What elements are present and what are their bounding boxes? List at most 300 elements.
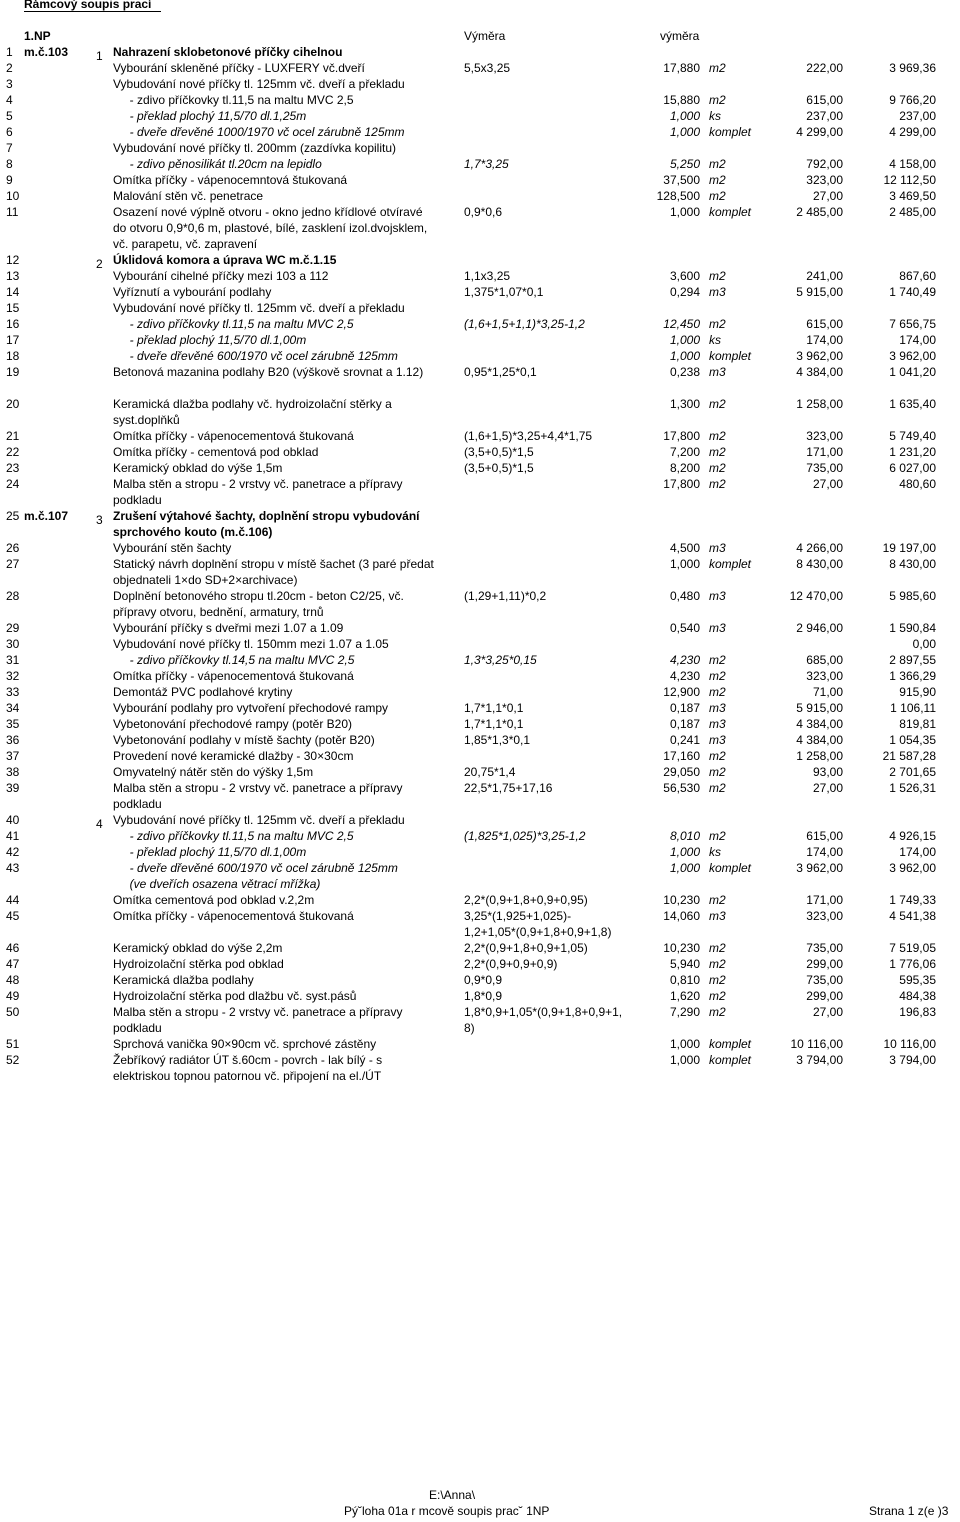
row-number: 15	[6, 301, 20, 315]
item-description: (ve dveřích osazena větrací mřížka)	[113, 877, 321, 891]
unit: m3	[709, 621, 726, 635]
item-description: - dveře dřevěné 600/1970 vč ocel zárubně 125mm	[113, 861, 398, 875]
item-description: - zdivo příčkovky tl.11,5 na maltu MVC 2,5	[113, 93, 354, 107]
quantity: 0,480	[669, 589, 700, 603]
unit: komplet	[709, 1037, 752, 1051]
item-description: Omítka příčky - vápenocementová štukovaná	[113, 669, 354, 683]
item-description: - zdivo příčkovky tl.11,5 na maltu MVC 2,5	[113, 317, 354, 331]
unit-price: 323,00	[806, 173, 843, 187]
unit: m2	[709, 157, 726, 171]
quantity: 0,187	[669, 717, 700, 731]
measurement-formula: 0,9*0,9	[464, 973, 503, 987]
unit-price: 5 915,00	[796, 285, 843, 299]
unit: m2	[709, 941, 726, 955]
unit-price: 735,00	[806, 461, 843, 475]
unit: m2	[709, 893, 726, 907]
unit: m2	[709, 189, 726, 203]
row-number: 29	[6, 621, 20, 635]
row-number: 51	[6, 1037, 20, 1051]
unit-price: 27,00	[812, 477, 843, 491]
quantity: 1,000	[669, 349, 700, 363]
quantity: 1,000	[669, 125, 700, 139]
unit-price: 323,00	[806, 669, 843, 683]
unit: m2	[709, 973, 726, 987]
measurement-formula: 2,2*(0,9+1,8+0,9+1,05)	[464, 941, 588, 955]
quantity: 0,241	[669, 733, 700, 747]
item-description: Keramický obklad do výše 2,2m	[113, 941, 283, 955]
row-number: 36	[6, 733, 20, 747]
unit-price: 615,00	[806, 317, 843, 331]
total-price: 0,00	[912, 637, 936, 651]
row-number: 30	[6, 637, 20, 651]
unit-price: 3 962,00	[796, 861, 843, 875]
total-price: 10 116,00	[883, 1037, 936, 1051]
quantity: 17,160	[663, 749, 700, 763]
row-number: 31	[6, 653, 20, 667]
total-price: 9 766,20	[889, 93, 936, 107]
quantity: 17,800	[663, 477, 700, 491]
quantity: 0,810	[669, 973, 700, 987]
row-number: 42	[6, 845, 20, 859]
total-price: 5 749,40	[889, 429, 936, 443]
row-number: 49	[6, 989, 20, 1003]
unit-price: 685,00	[806, 653, 843, 667]
quantity: 1,300	[669, 397, 700, 411]
measurement-formula: 1,375*1,07*0,1	[464, 285, 544, 299]
total-price: 915,90	[899, 685, 936, 699]
measurement-formula: (1,6+1,5)*3,25+4,4*1,75	[464, 429, 593, 443]
item-description: Omítka příčky - vápenocementová štukovaná	[113, 429, 354, 443]
row-number: 5	[6, 109, 13, 123]
measurement-formula: (1,29+1,11)*0,2	[464, 589, 547, 603]
unit-price: 3 794,00	[796, 1053, 843, 1067]
item-description: Hydroizolační stěrka pod obklad	[113, 957, 284, 971]
unit-price: 615,00	[806, 93, 843, 107]
measurement-formula: 1,2+1,05*(0,9+1,8+0,9+1,8)	[464, 925, 612, 939]
unit: m2	[709, 781, 726, 795]
unit: m3	[709, 717, 726, 731]
item-description: Keramická dlažba podlahy vč. hydroizolační stěrky a	[113, 397, 392, 411]
item-description: Malba stěn a stropu - 2 vrstvy vč. panetrace a přípravy	[113, 781, 403, 795]
total-price: 19 197,00	[882, 541, 936, 555]
quantity: 1,000	[669, 205, 700, 219]
row-number: 52	[6, 1053, 20, 1067]
unit-price: 10 116,00	[790, 1037, 843, 1051]
unit-price: 5 915,00	[796, 701, 843, 715]
unit-price: 174,00	[806, 845, 843, 859]
row-number: 4	[6, 93, 13, 107]
unit: ks	[709, 845, 721, 859]
unit-price: 93,00	[812, 765, 843, 779]
row-number: 39	[6, 781, 20, 795]
item-description: Zrušení výtahové šachty, doplnění stropu vybudování	[113, 509, 420, 523]
unit: komplet	[709, 205, 752, 219]
quantity: 4,500	[669, 541, 700, 555]
row-number: 9	[6, 173, 13, 187]
item-description: - zdivo příčkovky tl.11,5 na maltu MVC 2,5	[113, 829, 354, 843]
unit-price: 12 470,00	[789, 589, 843, 603]
unit: m2	[709, 765, 726, 779]
total-price: 174,00	[899, 845, 936, 859]
total-price: 484,38	[899, 989, 936, 1003]
item-description: - překlad plochý 11,5/70 dl.1,25m	[113, 109, 307, 123]
item-description: Malba stěn a stropu - 2 vrstvy vč. panetrace a přípravy	[113, 1005, 403, 1019]
quantity: 14,060	[663, 909, 700, 923]
measurement-formula: (3,5+0,5)*1,5	[464, 445, 534, 459]
item-description: podkladu	[113, 797, 162, 811]
unit: ks	[709, 109, 721, 123]
total-price: 7 519,05	[889, 941, 936, 955]
total-price: 1 106,11	[890, 701, 936, 715]
quantity: 3,600	[669, 269, 700, 283]
row-number: 19	[6, 365, 20, 379]
measurement-formula: 2,2*(0,9+0,9+0,9)	[464, 957, 558, 971]
unit: m2	[709, 269, 726, 283]
unit: m2	[709, 653, 726, 667]
total-price: 21 587,28	[882, 749, 936, 763]
unit: m2	[709, 445, 726, 459]
item-description: Omítka cementová pod obklad v.2,2m	[113, 893, 315, 907]
quantity: 12,900	[663, 685, 700, 699]
unit-price: 735,00	[806, 941, 843, 955]
item-description: sprchového kouto (m.č.106)	[113, 525, 273, 539]
item-description: - dveře dřevěné 600/1970 vč ocel zárubně 125mm	[113, 349, 398, 363]
unit: m2	[709, 989, 726, 1003]
unit: m3	[709, 589, 726, 603]
measurement-formula: 1,85*1,3*0,1	[464, 733, 531, 747]
quantity: 15,880	[663, 93, 700, 107]
unit: m2	[709, 749, 726, 763]
measurement-formula: (1,825*1,025)*3,25-1,2	[464, 829, 586, 843]
section-number: 4	[96, 817, 103, 831]
measurement-formula: 0,9*0,6	[464, 205, 503, 219]
header-floor: 1.NP	[24, 29, 51, 43]
item-description: Omítka příčky - vápenocemntová štukovaná	[113, 173, 348, 187]
total-price: 867,60	[899, 269, 936, 283]
unit-price: 222,00	[806, 61, 843, 75]
total-price: 1 526,31	[889, 781, 936, 795]
measurement-formula: (3,5+0,5)*1,5	[464, 461, 534, 475]
total-price: 7 656,75	[889, 317, 936, 331]
measurement-formula: 1,1x3,25	[464, 269, 511, 283]
total-price: 237,00	[899, 109, 936, 123]
row-number: 24	[6, 477, 20, 491]
measurement-formula: 1,7*1,1*0,1	[464, 717, 524, 731]
total-price: 196,83	[899, 1005, 936, 1019]
row-number: 41	[6, 829, 20, 843]
item-description: přípravy otvoru, bednění, armatury, trnů	[113, 605, 324, 619]
row-number: 50	[6, 1005, 20, 1019]
total-price: 2 897,55	[889, 653, 936, 667]
total-price: 1 740,49	[889, 285, 936, 299]
item-description: Vybudování nové příčky tl. 125mm vč. dveří a překladu	[113, 813, 405, 827]
measurement-formula: 5,5x3,25	[464, 61, 511, 75]
unit: komplet	[709, 1053, 752, 1067]
total-price: 1 041,20	[889, 365, 936, 379]
row-number: 35	[6, 717, 20, 731]
unit-price: 615,00	[806, 829, 843, 843]
unit-price: 299,00	[806, 989, 843, 1003]
total-price: 3 794,00	[889, 1053, 936, 1067]
item-description: Omyvatelný nátěr stěn do výšky 1,5m	[113, 765, 314, 779]
unit: komplet	[709, 861, 752, 875]
row-number: 13	[6, 269, 20, 283]
row-number: 8	[6, 157, 13, 171]
row-number: 40	[6, 813, 20, 827]
unit: m2	[709, 461, 726, 475]
item-description: - zdivo příčkovky tl.14,5 na maltu MVC 2,5	[113, 653, 355, 667]
quantity: 0,238	[669, 365, 700, 379]
unit-price: 174,00	[806, 333, 843, 347]
unit-price: 323,00	[806, 909, 843, 923]
quantity: 1,000	[669, 1037, 700, 1051]
quantity: 1,000	[669, 333, 700, 347]
item-description: syst.doplňků	[113, 413, 180, 427]
item-description: Provedení nové keramické dlažby - 30×30cm	[113, 749, 354, 763]
unit: m2	[709, 1005, 726, 1019]
quantity: 17,800	[663, 429, 700, 443]
unit-price: 4 266,00	[796, 541, 843, 555]
row-number: 14	[6, 285, 20, 299]
total-price: 1 776,06	[889, 957, 936, 971]
quantity: 1,000	[669, 1053, 700, 1067]
total-price: 1 366,29	[889, 669, 936, 683]
total-price: 1 231,20	[889, 445, 936, 459]
item-description: Vybudování nové příčky tl. 125mm vč. dveří a překladu	[113, 77, 405, 91]
unit-price: 27,00	[812, 781, 843, 795]
measurement-formula: 0,95*1,25*0,1	[464, 365, 537, 379]
quantity: 7,290	[669, 1005, 700, 1019]
item-description: - zdivo pěnosilikát tl.20cm na lepidlo	[113, 157, 322, 171]
item-description: Doplnění betonového stropu tl.20cm - beton C2/25, vč.	[113, 589, 404, 603]
item-description: Keramická dlažba podlahy	[113, 973, 254, 987]
unit-price: 792,00	[806, 157, 843, 171]
item-description: Vybetonování podlahy v místě šachty (potěr B20)	[113, 733, 375, 747]
title-underline	[24, 11, 161, 12]
quantity: 37,500	[663, 173, 700, 187]
row-number: 43	[6, 861, 20, 875]
quantity: 0,540	[669, 621, 700, 635]
unit-price: 4 384,00	[796, 365, 843, 379]
measurement-formula: 2,2*(0,9+1,8+0,9+0,95)	[464, 893, 588, 907]
total-price: 3 962,00	[889, 349, 936, 363]
room-code: m.č.103	[24, 45, 69, 59]
unit: komplet	[709, 125, 752, 139]
unit-price: 1 258,00	[796, 397, 843, 411]
item-description: Malba stěn a stropu - 2 vrstvy vč. panetrace a přípravy	[113, 477, 403, 491]
measurement-formula: 1,7*1,1*0,1	[464, 701, 524, 715]
item-description: Nahrazení sklobetonové příčky cihelnou	[113, 45, 343, 59]
row-number: 45	[6, 909, 20, 923]
item-description: - překlad plochý 11,5/70 dl.1,00m	[113, 333, 307, 347]
item-description: - překlad plochý 11,5/70 dl.1,00m	[113, 845, 307, 859]
room-code: m.č.107	[24, 509, 69, 523]
unit: m2	[709, 317, 726, 331]
total-price: 819,81	[899, 717, 936, 731]
measurement-formula: 20,75*1,4	[464, 765, 516, 779]
item-description: Omítka příčky - cementová pod obklad	[113, 445, 319, 459]
row-number: 37	[6, 749, 20, 763]
footer-file: Pý˘loha 01a r mcově soupis prac˘ 1NP	[344, 1504, 550, 1518]
unit: m2	[709, 957, 726, 971]
total-price: 2 485,00	[889, 205, 936, 219]
quantity: 7,200	[669, 445, 700, 459]
unit-price: 4 299,00	[796, 125, 843, 139]
measurement-formula: 1,3*3,25*0,15	[464, 653, 537, 667]
item-description: Omítka příčky - vápenocementová štukovaná	[113, 909, 354, 923]
unit-price: 27,00	[812, 1005, 843, 1019]
unit: ks	[709, 333, 721, 347]
item-description: Vybourání podlahy pro vytvoření přechodové rampy	[113, 701, 389, 715]
total-price: 4 926,15	[889, 829, 936, 843]
item-description: Betonová mazanina podlahy B20 (výškově srovnat a 1.12)	[113, 365, 424, 379]
unit-price: 71,00	[812, 685, 843, 699]
measurement-formula: 3,25*(1,925+1,025)-	[464, 909, 572, 923]
unit: m2	[709, 61, 726, 75]
unit: m2	[709, 173, 726, 187]
page-title: Rámcový soupis prací	[24, 0, 152, 11]
row-number: 33	[6, 685, 20, 699]
section-number: 2	[96, 257, 103, 271]
item-description: do otvoru 0,9*0,6 m, plastové, bílé, zasklení izol.dvojsklem,	[113, 221, 428, 235]
row-number: 48	[6, 973, 20, 987]
row-number: 22	[6, 445, 20, 459]
unit: m2	[709, 669, 726, 683]
item-description: Vybudování nové příčky tl. 200mm (zazdívka kopilitu)	[113, 141, 397, 155]
total-price: 8 430,00	[889, 557, 936, 571]
measurement-formula: 22,5*1,75+17,16	[464, 781, 553, 795]
quantity: 17,880	[663, 61, 700, 75]
footer-page: Strana 1 z(e )3	[869, 1504, 949, 1518]
unit: m3	[709, 541, 726, 555]
item-description: Vyříznutí a vybourání podlahy	[113, 285, 272, 299]
quantity: 1,000	[669, 845, 700, 859]
row-number: 23	[6, 461, 20, 475]
quantity: 0,294	[669, 285, 700, 299]
row-number: 26	[6, 541, 20, 555]
quantity: 5,250	[669, 157, 700, 171]
total-price: 3 969,36	[889, 61, 936, 75]
row-number: 16	[6, 317, 20, 331]
unit-price: 299,00	[806, 957, 843, 971]
item-description: Statický návrh doplnění stropu v místě šachet (3 paré předat	[113, 557, 434, 571]
item-description: Sprchová vanička 90×90cm vč. sprchové zástěny	[113, 1037, 377, 1051]
row-number: 3	[6, 77, 13, 91]
unit-price: 27,00	[812, 189, 843, 203]
quantity: 56,530	[663, 781, 700, 795]
quantity: 1,000	[669, 557, 700, 571]
item-description: Vybudování nové příčky tl. 125mm vč. dveří a překladu	[113, 301, 405, 315]
unit: m3	[709, 365, 726, 379]
item-description: - dveře dřevěné 1000/1970 vč ocel zárubně 125mm	[113, 125, 405, 139]
row-number: 10	[6, 189, 20, 203]
row-number: 7	[6, 141, 13, 155]
row-number: 27	[6, 557, 20, 571]
quantity: 1,000	[669, 861, 700, 875]
item-description: elektriskou topnou patornou vč. připojení na el./ÚT	[113, 1069, 382, 1083]
total-price: 12 112,50	[883, 173, 936, 187]
total-price: 595,35	[899, 973, 936, 987]
item-description: Vybetonování přechodové rampy (potěr B20)	[113, 717, 353, 731]
section-number: 1	[96, 49, 103, 63]
item-description: Úklidová komora a úprava WC m.č.1.15	[113, 253, 337, 267]
measurement-formula: 1,7*3,25	[464, 157, 509, 171]
header-vymera-2: výměra	[660, 29, 700, 43]
unit-price: 171,00	[806, 445, 843, 459]
row-number: 12	[6, 253, 20, 267]
item-description: podkladu	[113, 1021, 162, 1035]
total-price: 1 635,40	[889, 397, 936, 411]
row-number: 2	[6, 61, 13, 75]
total-price: 3 469,50	[889, 189, 936, 203]
unit: m2	[709, 477, 726, 491]
quantity: 12,450	[663, 317, 700, 331]
quantity: 1,000	[669, 109, 700, 123]
unit: m2	[709, 829, 726, 843]
row-number: 38	[6, 765, 20, 779]
unit-price: 3 962,00	[796, 349, 843, 363]
unit: m3	[709, 733, 726, 747]
quantity: 1,620	[669, 989, 700, 1003]
total-price: 2 701,65	[889, 765, 936, 779]
row-number: 28	[6, 589, 20, 603]
total-price: 174,00	[899, 333, 936, 347]
item-description: Vybourání příčky s dveřmi mezi 1.07 a 1.09	[113, 621, 344, 635]
total-price: 5 985,60	[889, 589, 936, 603]
item-description: Keramický obklad do výše 1,5m	[113, 461, 283, 475]
unit: m3	[709, 909, 726, 923]
total-price: 4 299,00	[889, 125, 936, 139]
quantity: 10,230	[663, 941, 700, 955]
row-number: 6	[6, 125, 13, 139]
total-price: 4 158,00	[889, 157, 936, 171]
measurement-formula: 8)	[464, 1021, 475, 1035]
row-number: 17	[6, 333, 20, 347]
item-description: objednateli 1×do SD+2×archivace)	[113, 573, 298, 587]
unit: m2	[709, 429, 726, 443]
unit: m2	[709, 685, 726, 699]
measurement-formula: 1,8*0,9	[464, 989, 503, 1003]
quantity: 4,230	[669, 669, 700, 683]
unit-price: 241,00	[806, 269, 843, 283]
unit-price: 2 485,00	[796, 205, 843, 219]
unit-price: 735,00	[806, 973, 843, 987]
quantity: 8,010	[669, 829, 700, 843]
total-price: 3 962,00	[889, 861, 936, 875]
total-price: 480,60	[899, 477, 936, 491]
row-number: 20	[6, 397, 20, 411]
row-number: 25	[6, 509, 20, 523]
unit-price: 1 258,00	[796, 749, 843, 763]
item-description: Vybourání stěn šachty	[113, 541, 232, 555]
unit-price: 4 384,00	[796, 733, 843, 747]
unit: komplet	[709, 557, 752, 571]
measurement-formula: 1,8*0,9+1,05*(0,9+1,8+0,9+1,	[464, 1005, 623, 1019]
quantity: 4,230	[669, 653, 700, 667]
unit-price: 171,00	[806, 893, 843, 907]
quantity: 0,187	[669, 701, 700, 715]
item-description: Hydroizolační stěrka pod dlažbu vč. syst.pásů	[113, 989, 357, 1003]
item-description: podkladu	[113, 493, 162, 507]
row-number: 34	[6, 701, 20, 715]
quantity: 5,940	[669, 957, 700, 971]
unit: m2	[709, 93, 726, 107]
item-description: Žebříkový radiátor ÚT š.60cm - povrch - lak bílý - s	[113, 1053, 383, 1067]
quantity: 8,200	[669, 461, 700, 475]
item-description: Vybourání cihelné příčky mezi 103 a 112	[113, 269, 329, 283]
row-number: 46	[6, 941, 20, 955]
row-number: 21	[6, 429, 20, 443]
